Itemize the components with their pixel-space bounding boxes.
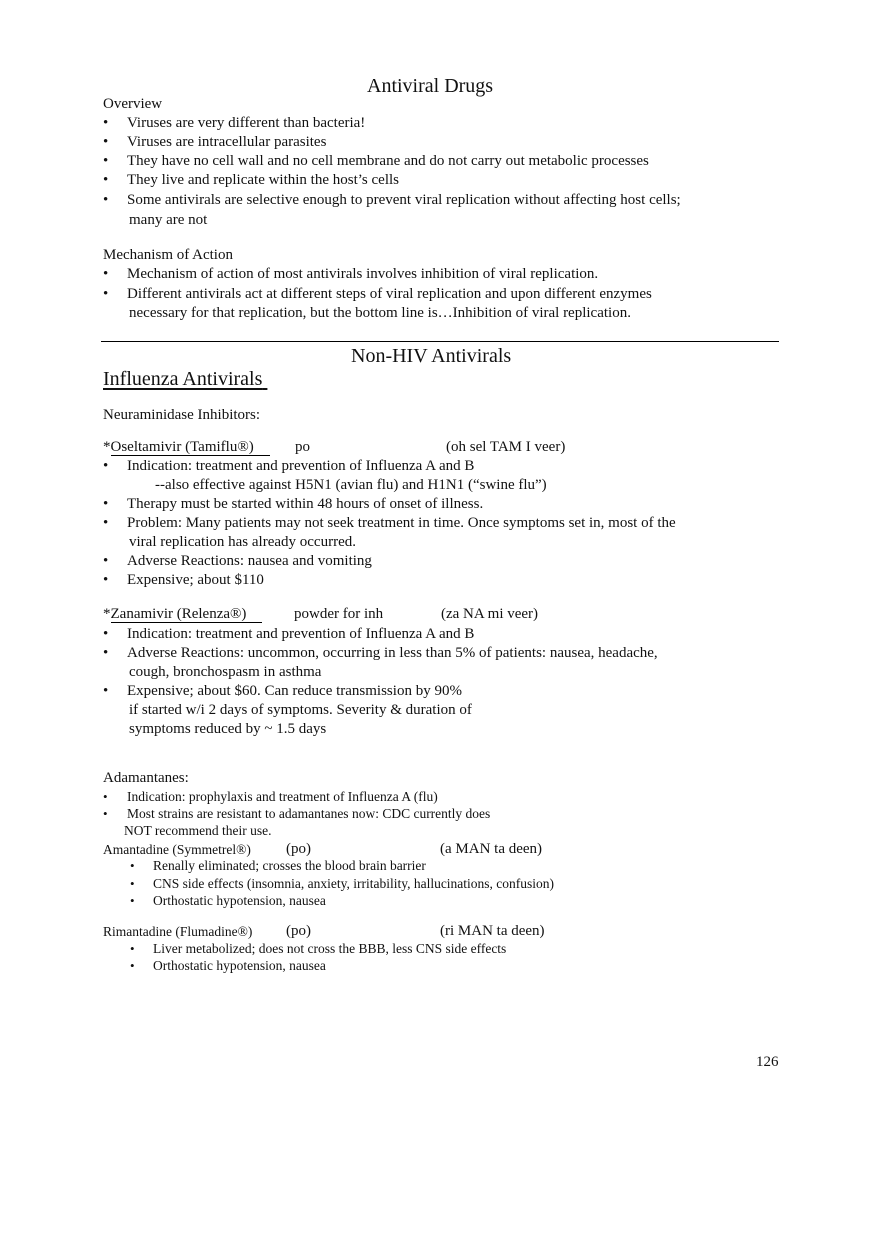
overview-item: They have no cell wall and no cell membrane and do not carry out metabolic processes [127, 153, 649, 169]
zanamivir-item-continued: cough, bronchospasm in asthma [129, 664, 322, 680]
drug-route: powder for inh [294, 606, 384, 622]
overview-item: Some antivirals are selective enough to prevent viral replication without affecting host cells; [127, 192, 681, 208]
drug-pronunciation: (ri MAN ta deen) [440, 923, 545, 939]
bullet: • [103, 172, 109, 188]
drug-route: (po) [286, 923, 311, 939]
bullet: • [103, 192, 109, 208]
amantadine-name: Amantadine (Symmetrel®) [103, 842, 251, 857]
bullet: • [103, 645, 109, 661]
amantadine-item: CNS side effects (insomnia, anxiety, irritability, hallucinations, confusion) [153, 876, 555, 891]
amantadine-item: Renally eliminated; crosses the blood brain barrier [153, 858, 426, 873]
overview-item: Viruses are intracellular parasites [127, 134, 327, 150]
bullet: • [130, 941, 135, 956]
moa-item: Mechanism of action of most antivirals involves inhibition of viral replication. [127, 266, 599, 282]
oseltamivir-header [103, 439, 270, 456]
amantadine-item: Orthostatic hypotension, nausea [153, 893, 326, 908]
bullet: • [103, 553, 109, 569]
zanamivir-item: Expensive; about $60. Can reduce transmission by 90% [127, 683, 462, 699]
oseltamivir-item: Expensive; about $110 [127, 572, 264, 588]
moa-item-continued: necessary for that replication, but the bottom line is…Inhibition of viral replication. [129, 305, 631, 321]
bullet: • [103, 515, 109, 531]
drug-route: po [295, 439, 310, 455]
bullet: • [103, 626, 109, 642]
zanamivir-item: Indication: treatment and prevention of Influenza A and B [127, 626, 475, 642]
oseltamivir-item: Therapy must be started within 48 hours of onset of illness. [127, 496, 484, 512]
drug-route: (po) [286, 841, 311, 857]
bullet: • [130, 958, 135, 973]
overview-item-continued: many are not [129, 212, 208, 228]
drug-pronunciation: (za NA mi veer) [441, 606, 539, 622]
adamantanes-item: Most strains are resistant to adamantanes now: CDC currently does [127, 806, 491, 821]
bullet: • [103, 134, 109, 150]
oseltamivir-item: Adverse Reactions: nausea and vomiting [127, 553, 372, 569]
section-divider [101, 341, 779, 342]
page-number: 126 [756, 1054, 779, 1070]
overview-item: Viruses are very different than bacteria! [127, 115, 366, 131]
drug-pronunciation: (oh sel TAM I veer) [446, 439, 566, 455]
oseltamivir-item-continued: viral replication has already occurred. [129, 534, 356, 550]
adamantanes-heading: Adamantanes: [103, 770, 189, 786]
bullet: • [103, 806, 108, 821]
bullet: • [103, 153, 109, 169]
bullet: • [130, 876, 135, 891]
adamantanes-item-continued: NOT recommend their use. [124, 823, 272, 838]
bullet: • [103, 789, 108, 804]
drug-star: * [103, 606, 111, 622]
bullet: • [103, 496, 109, 512]
zanamivir-item-continued: if started w/i 2 days of symptoms. Severity & duration of [129, 702, 472, 718]
rimantadine-item: Orthostatic hypotension, nausea [153, 958, 326, 973]
zanamivir-item: Adverse Reactions: uncommon, occurring in less than 5% of patients: nausea, headache, [127, 645, 658, 661]
rimantadine-name: Rimantadine (Flumadine®) [103, 924, 253, 939]
section-title: Non-HIV Antivirals [351, 345, 512, 367]
bullet: • [130, 893, 135, 908]
moa-item: Different antivirals act at different steps of viral replication and upon different enzymes [127, 286, 652, 302]
oseltamivir-item: Indication: treatment and prevention of Influenza A and B [127, 458, 475, 474]
overview-heading: Overview [103, 96, 163, 112]
bullet: • [103, 115, 109, 131]
overview-item: They live and replicate within the host’s cells [127, 172, 400, 188]
bullet: • [103, 458, 109, 474]
bullet: • [103, 683, 109, 699]
bullet: • [103, 286, 109, 302]
oseltamivir-item-sub: --also effective against H5N1 (avian flu) and H1N1 (“swine flu”) [155, 477, 547, 493]
drug-star: * [103, 439, 111, 455]
adamantanes-item: Indication: prophylaxis and treatment of Influenza A (flu) [127, 789, 438, 804]
drug-name: Zanamivir (Relenza®) [111, 606, 263, 623]
influenza-heading-text: Influenza Antivirals [103, 368, 263, 390]
rimantadine-item: Liver metabolized; does not cross the BBB, less CNS side effects [153, 941, 507, 956]
drug-name: Oseltamivir (Tamiflu®) [111, 439, 270, 456]
zanamivir-item-continued: symptoms reduced by ~ 1.5 days [129, 721, 327, 737]
bullet: • [130, 858, 135, 873]
underline-filler [262, 368, 287, 391]
drug-pronunciation: (a MAN ta deen) [440, 841, 543, 857]
bullet: • [103, 572, 109, 588]
neuraminidase-heading: Neuraminidase Inhibitors: [103, 407, 261, 423]
oseltamivir-item: Problem: Many patients may not seek treatment in time. Once symptoms set in, most of the [127, 515, 676, 531]
page-title: Antiviral Drugs [367, 75, 494, 97]
zanamivir-header [103, 606, 262, 623]
influenza-heading [103, 368, 287, 391]
moa-heading: Mechanism of Action [103, 247, 233, 263]
bullet: • [103, 266, 109, 282]
